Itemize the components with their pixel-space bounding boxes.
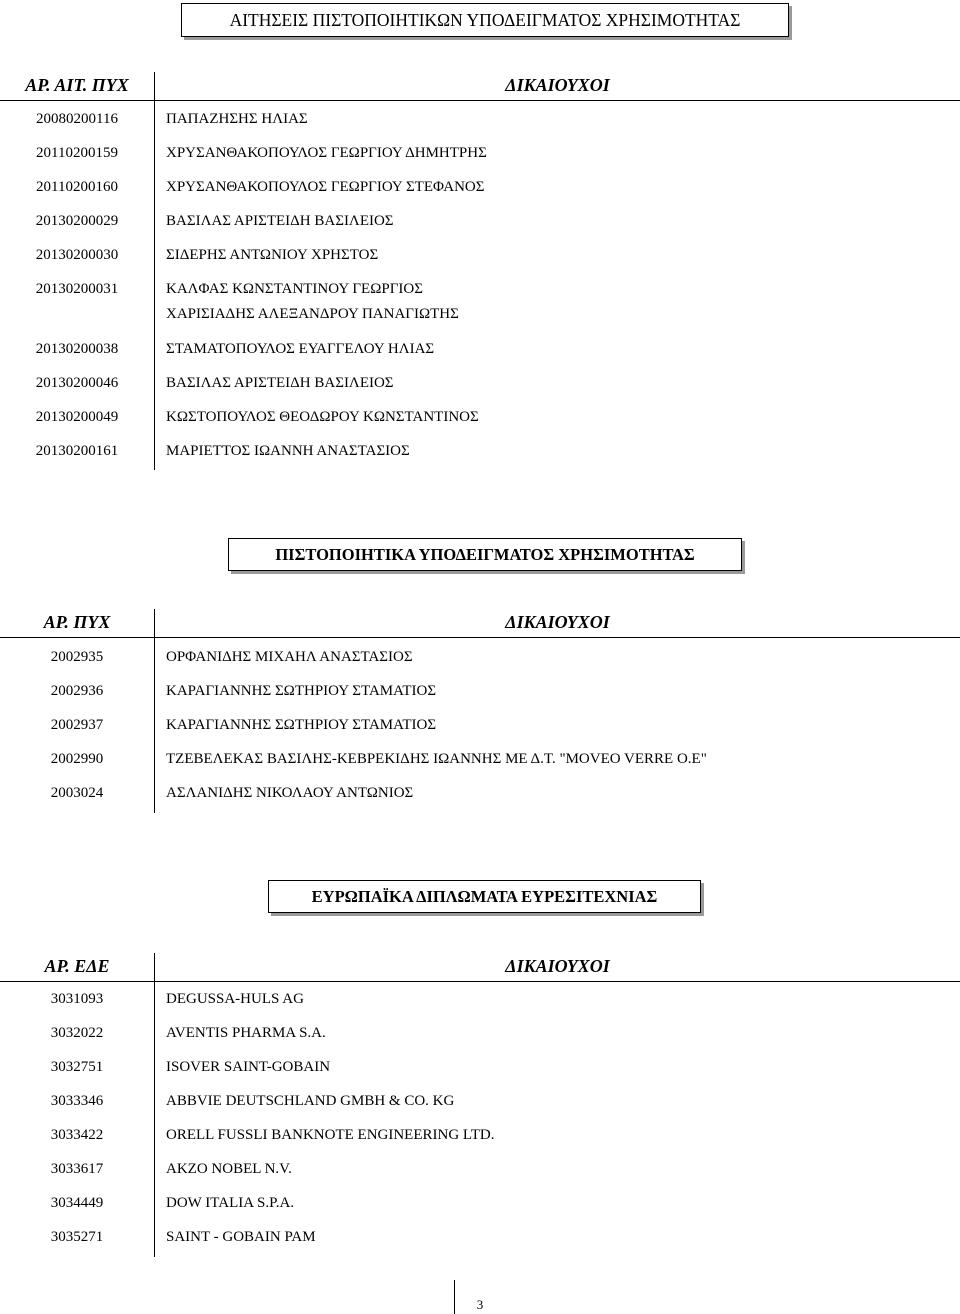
table-header: [0, 951, 960, 982]
column-header-holders: ΔΙΚΑΙΟΥΧΟΙ: [505, 75, 610, 95]
column-divider: [154, 981, 155, 1257]
certificate-number: 2003024: [50, 785, 104, 801]
patent-number: 3033617: [50, 1161, 104, 1177]
section-title-european-patents: [268, 880, 701, 913]
application-number: 20130200049: [35, 409, 119, 425]
section-title-applications: [181, 3, 789, 37]
patent-number: 3032022: [50, 1025, 104, 1041]
application-number: 20130200046: [35, 375, 119, 391]
application-number: 20130200038: [35, 341, 119, 357]
certificate-number: 2002936: [50, 683, 104, 699]
application-number: 20110200159: [36, 145, 118, 161]
application-number: 20130200029: [35, 213, 119, 229]
column-header-number: ΑΡ. ΑΙΤ. ΠΥΧ: [25, 75, 129, 95]
footer-divider: [454, 1280, 455, 1314]
holder-name-second: ΧΑΡΙΣΙΑΔΗΣ ΑΛΕΞΑΝΔΡΟΥ ΠΑΝΑΓΙΩΤΗΣ: [166, 306, 459, 322]
holder-name: ΜΑΡΙΕΤΤΟΣ ΙΩΑΝΝΗ ΑΝΑΣΤΑΣΙΟΣ: [166, 443, 410, 459]
column-header-holders: ΔΙΚΑΙΟΥΧΟΙ: [505, 612, 610, 632]
holder-name: ΟΡΦΑΝΙΔΗΣ ΜΙΧΑΗΛ ΑΝΑΣΤΑΣΙΟΣ: [166, 649, 413, 665]
patent-number: 3035271: [50, 1229, 104, 1245]
holder-name: AKZO NOBEL N.V.: [166, 1161, 292, 1177]
holder-name: ABBVIE DEUTSCHLAND GMBH & CO. KG: [166, 1093, 455, 1109]
holder-name: AVENTIS PHARMA S.A.: [166, 1025, 326, 1041]
page-number: 3: [476, 1297, 484, 1312]
column-divider: [154, 637, 155, 813]
table-header: [0, 607, 960, 638]
patent-number: 3032751: [50, 1059, 104, 1075]
holder-name: ΑΣΛΑΝΙΔΗΣ ΝΙΚΟΛΑΟΥ ΑΝΤΩΝΙΟΣ: [166, 785, 414, 801]
holder-name: ΒΑΣΙΛΑΣ ΑΡΙΣΤΕΙΔΗ ΒΑΣΙΛΕΙΟΣ: [166, 375, 394, 391]
holder-name: ORELL FUSSLI BANKNOTE ENGINEERING LTD.: [166, 1127, 495, 1143]
column-header-number: ΑΡ. ΠΥΧ: [43, 612, 111, 632]
section-title-certificates: [228, 538, 742, 571]
certificate-number: 2002990: [50, 751, 104, 767]
holder-name: ΚΑΡΑΓΙΑΝΝΗΣ ΣΩΤΗΡΙΟΥ ΣΤΑΜΑΤΙΟΣ: [166, 717, 437, 733]
column-header-holders: ΔΙΚΑΙΟΥΧΟΙ: [505, 956, 610, 976]
holder-name: ΧΡΥΣΑΝΘΑΚΟΠΟΥΛΟΣ ΓΕΩΡΓΙΟΥ ΣΤΕΦΑΝΟΣ: [166, 179, 485, 195]
holder-name: ΣΤΑΜΑΤΟΠΟΥΛΟΣ ΕΥΑΓΓΕΛΟΥ ΗΛΙΑΣ: [166, 341, 435, 357]
patent-number: 3034449: [50, 1195, 104, 1211]
application-number: 20080200116: [36, 111, 118, 127]
patent-number: 3033346: [50, 1093, 104, 1109]
holder-name: SAINT - GOBAIN PAM: [166, 1229, 316, 1245]
holder-name: ΚΑΛΦΑΣ ΚΩΝΣΤΑΝΤΙΝΟΥ ΓΕΩΡΓΙΟΣ: [166, 281, 423, 297]
application-number: 20130200031: [35, 281, 119, 297]
section-title-text: ΑΙΤΗΣΕΙΣ ΠΙΣΤΟΠΟΙΗΤΙΚΩΝ ΥΠΟΔΕΙΓΜΑΤΟΣ ΧΡΗΣΙΜΟΤΗΤΑΣ: [229, 9, 741, 30]
application-number: 20130200030: [35, 247, 119, 263]
holder-name: ΒΑΣΙΛΑΣ ΑΡΙΣΤΕΙΔΗ ΒΑΣΙΛΕΙΟΣ: [166, 213, 394, 229]
holder-name: ΧΡΥΣΑΝΘΑΚΟΠΟΥΛΟΣ ΓΕΩΡΓΙΟΥ ΔΗΜΗΤΡΗΣ: [166, 145, 487, 161]
holder-name: ΚΩΣΤΟΠΟΥΛΟΣ ΘΕΟΔΩΡΟΥ ΚΩΝΣΤΑΝΤΙΝΟΣ: [166, 409, 479, 425]
holder-name: ΤΖΕΒΕΛΕΚΑΣ ΒΑΣΙΛΗΣ-ΚΕΒΡΕΚΙΔΗΣ ΙΩΑΝΝΗΣ ΜΕ Δ.Τ. "MOVEO VERRE O.E": [166, 751, 707, 767]
patent-number: 3031093: [50, 991, 104, 1007]
holder-name: ΠΑΠΑΖΗΣΗΣ ΗΛΙΑΣ: [166, 111, 308, 127]
section-title-text: ΠΙΣΤΟΠΟΙΗΤΙΚΑ ΥΠΟΔΕΙΓΜΑΤΟΣ ΧΡΗΣΙΜΟΤΗΤΑΣ: [275, 544, 695, 564]
certificate-number: 2002935: [50, 649, 104, 665]
column-divider: [154, 100, 155, 470]
table-header: [0, 70, 960, 101]
section-title-text: ΕΥΡΩΠΑΪΚΑ ΔΙΠΛΩΜΑΤΑ ΕΥΡΕΣΙΤΕΧΝΙΑΣ: [311, 886, 658, 906]
holder-name: ΣΙΔΕΡΗΣ ΑΝΤΩΝΙΟΥ ΧΡΗΣΤΟΣ: [166, 247, 379, 263]
holder-name: ISOVER SAINT-GOBAIN: [166, 1059, 331, 1075]
holder-name: DEGUSSA-HULS AG: [166, 991, 304, 1007]
holder-name: DOW ITALIA S.P.A.: [166, 1195, 295, 1211]
column-header-number: ΑΡ. ΕΔΕ: [44, 956, 110, 976]
certificate-number: 2002937: [50, 717, 104, 733]
application-number: 20130200161: [35, 443, 119, 459]
holder-name: ΚΑΡΑΓΙΑΝΝΗΣ ΣΩΤΗΡΙΟΥ ΣΤΑΜΑΤΙΟΣ: [166, 683, 437, 699]
patent-number: 3033422: [50, 1127, 104, 1143]
application-number: 20110200160: [36, 179, 118, 195]
